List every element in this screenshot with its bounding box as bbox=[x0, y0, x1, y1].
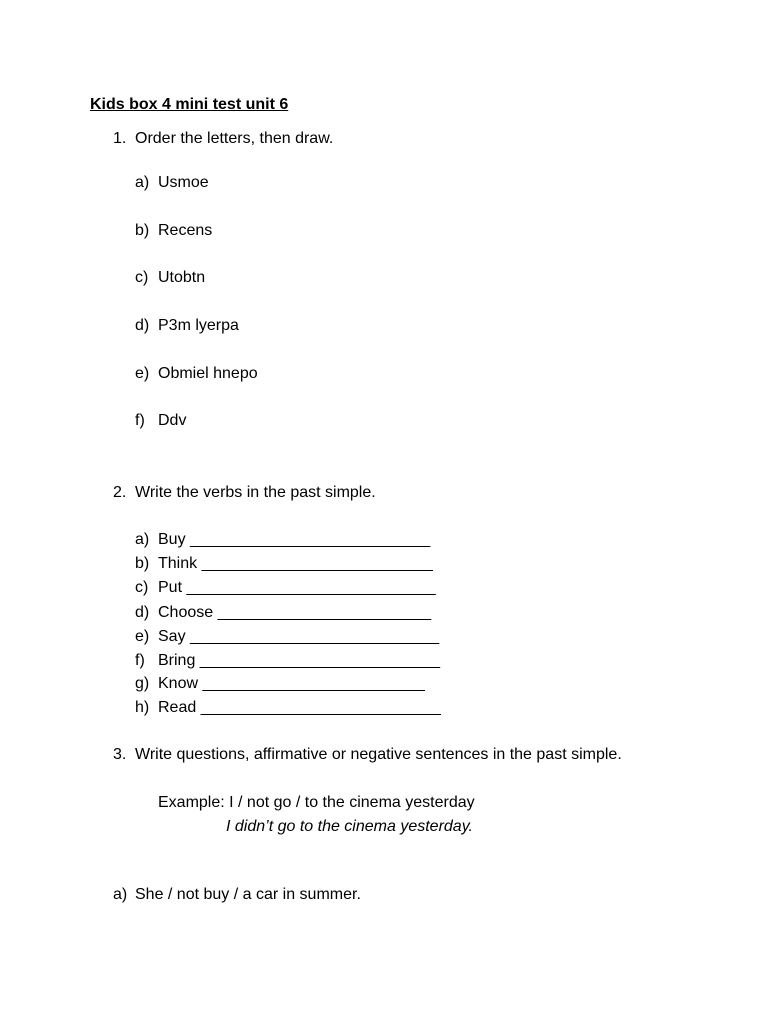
page-title: Kids box 4 mini test unit 6 bbox=[90, 96, 289, 113]
q1-instruction: Order the letters, then draw. bbox=[135, 130, 334, 147]
q2-number: 2. bbox=[113, 484, 127, 501]
q1-item-letter: c) bbox=[135, 269, 149, 286]
q1-item-text: P3m lyerpa bbox=[158, 317, 239, 334]
q2-item-text: Bring ___________________________ bbox=[158, 652, 441, 669]
q2-item-text: Think __________________________ bbox=[158, 555, 433, 572]
q1-item-text: Ddv bbox=[158, 412, 187, 429]
q3-instruction: Write questions, affirmative or negative sentences in the past simple. bbox=[135, 746, 622, 763]
q2-item-letter: e) bbox=[135, 628, 150, 645]
q2-item-text: Read ___________________________ bbox=[158, 699, 441, 716]
q2-item-text: Know _________________________ bbox=[158, 675, 425, 692]
q1-item-letter: a) bbox=[135, 174, 150, 191]
q1-item-text: Utobtn bbox=[158, 269, 206, 286]
q2-item-letter: f) bbox=[135, 652, 145, 669]
q2-item-letter: b) bbox=[135, 555, 150, 572]
q2-item-text: Choose ________________________ bbox=[158, 604, 432, 621]
q3-item-letter: a) bbox=[113, 886, 128, 903]
q3-item-text: She / not buy / a car in summer. bbox=[135, 886, 361, 903]
q2-instruction: Write the verbs in the past simple. bbox=[135, 484, 376, 501]
q1-item-text: Obmiel hnepo bbox=[158, 365, 258, 382]
q1-item-letter: e) bbox=[135, 365, 150, 382]
q3-number: 3. bbox=[113, 746, 127, 763]
q2-item-letter: d) bbox=[135, 604, 150, 621]
q2-item-letter: h) bbox=[135, 699, 150, 716]
q2-item-text: Buy ___________________________ bbox=[158, 531, 431, 548]
q1-item-letter: b) bbox=[135, 222, 150, 239]
q1-item-text: Recens bbox=[158, 222, 213, 239]
q2-item-letter: c) bbox=[135, 579, 149, 596]
q2-item-text: Put ____________________________ bbox=[158, 579, 436, 596]
q1-number: 1. bbox=[113, 130, 127, 147]
q2-item-letter: g) bbox=[135, 675, 150, 692]
q3-example-answer: I didn’t go to the cinema yesterday. bbox=[226, 818, 473, 835]
q1-item-letter: f) bbox=[135, 412, 145, 429]
q2-item-letter: a) bbox=[135, 531, 150, 548]
q1-item-letter: d) bbox=[135, 317, 150, 334]
q3-example-prompt: Example: I / not go / to the cinema yesterday bbox=[158, 794, 475, 811]
q2-item-text: Say ____________________________ bbox=[158, 628, 440, 645]
q1-item-text: Usmoe bbox=[158, 174, 209, 191]
